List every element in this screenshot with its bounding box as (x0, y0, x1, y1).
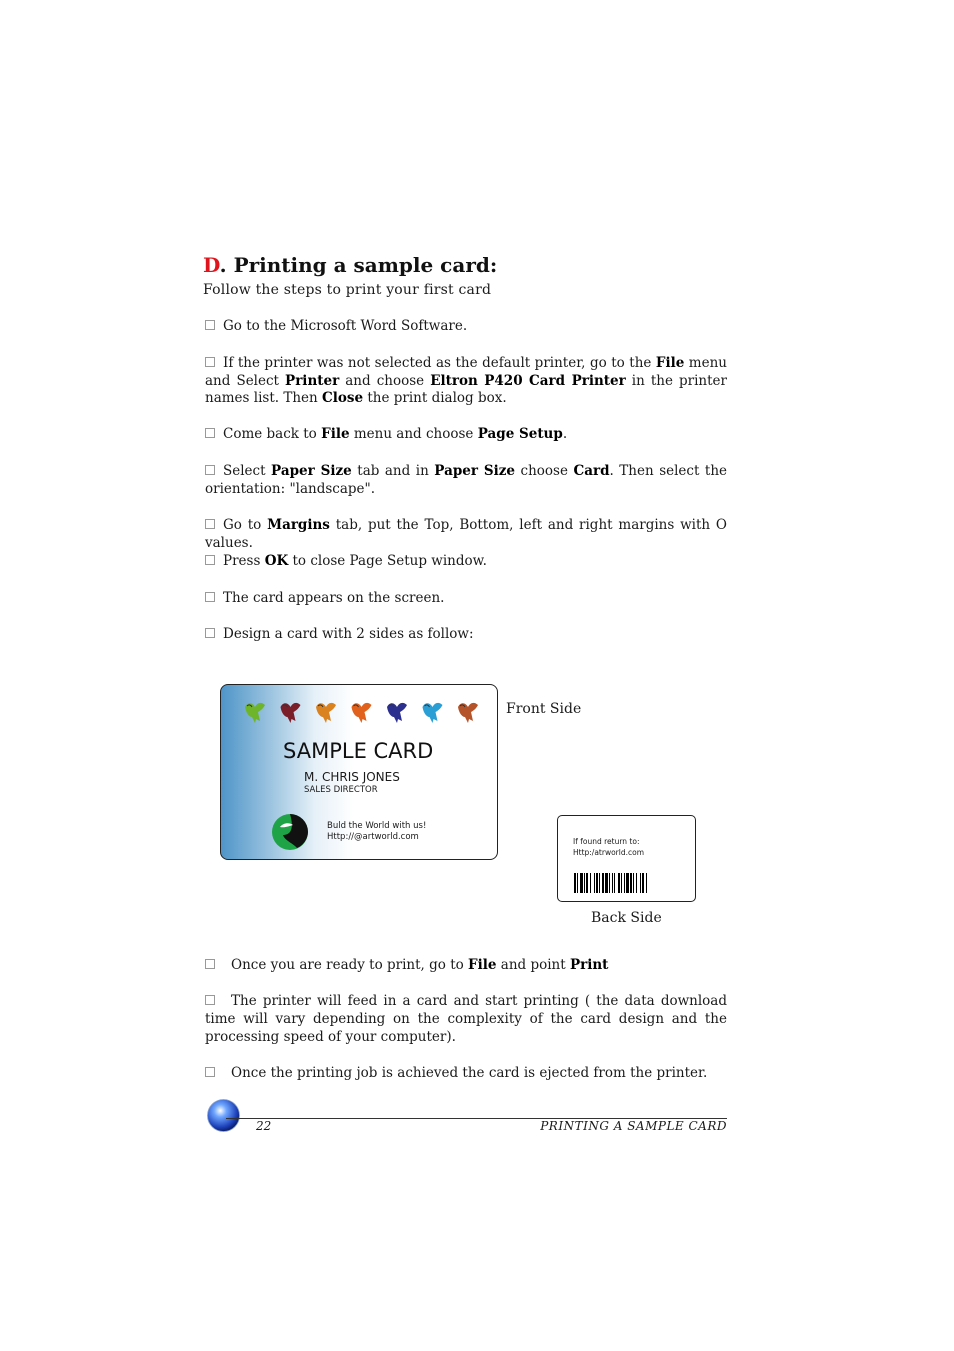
barcode-bar (636, 873, 637, 893)
section-letter: D (203, 253, 220, 277)
step-7: The card appears on the screen. (205, 590, 727, 608)
step-10: The printer will feed in a card and start printing ( the data download time will vary depending on the complexity of the card design and the processing speed of your computer). (205, 993, 727, 1045)
barcode-bar (642, 873, 644, 893)
step-8: Design a card with 2 sides as follow: (205, 626, 727, 644)
barcode-bar (614, 873, 615, 893)
card-slogan: Buld the World with us! Http://@artworld.com (327, 821, 427, 842)
bird-icon (352, 703, 372, 723)
step-11: Once the printing job is achieved the card is ejected from the printer. (205, 1064, 727, 1082)
section-subtitle: Follow the steps to print your first card (203, 282, 492, 298)
step-5: Go to Margins tab, put the Top, Bottom, left and right margins with O values. (205, 517, 727, 551)
back-card-illustration (557, 815, 696, 902)
step-4: Select Paper Size tab and in Paper Size choose Card. Then select the orientation: "landscape". (205, 463, 728, 497)
footer-section-title: PRINTING A SAMPLE CARD (540, 1119, 727, 1133)
bullet-box-icon (205, 959, 215, 969)
barcode-icon (574, 873, 680, 893)
barcode-bar (580, 873, 583, 893)
step-1: Go to the Microsoft Word Software. (205, 318, 727, 336)
back-card-text: If found return to: Http:/atrworld.com (573, 837, 645, 857)
bullet-box-icon (205, 995, 215, 1005)
globe-logo-icon (271, 813, 309, 851)
bird-icon (316, 703, 336, 723)
barcode-bar (618, 873, 620, 893)
barcode-bar (586, 873, 588, 893)
step-2: If the printer was not selected as the default printer, go to the File menu and Select Printer and choose Eltron P420 Card Printer in the printer names list. Then Close the print dialog box. (205, 355, 727, 406)
step-3: Come back to File menu and choose Page Setup. (205, 426, 727, 444)
barcode-bar (602, 873, 604, 893)
card-title: SAMPLE CARD (283, 739, 434, 763)
bullet-box-icon (205, 357, 215, 367)
barcode-bar (646, 873, 647, 893)
barcode-bar (630, 873, 632, 893)
barcode-bar (624, 873, 625, 893)
front-side-label: Front Side (506, 701, 582, 717)
back-side-label: Back Side (591, 910, 662, 926)
barcode-bar (612, 873, 613, 893)
barcode-bar (633, 873, 634, 893)
bullet-box-icon (205, 592, 215, 602)
bullet-box-icon (205, 555, 215, 565)
barcode-bar (577, 873, 578, 893)
barcode-bar (594, 873, 595, 893)
bullet-box-icon (205, 628, 215, 638)
blue-sphere-icon (207, 1099, 240, 1132)
bird-icon (458, 703, 478, 723)
barcode-bar (621, 873, 622, 893)
bird-icon (281, 703, 301, 723)
bird-icon (245, 703, 265, 723)
barcode-bar (584, 873, 585, 893)
barcode-bar (609, 873, 610, 893)
bird-icon (423, 703, 443, 723)
bird-row-icons (243, 699, 493, 725)
page-number: 22 (256, 1119, 272, 1133)
step-9: Once you are ready to print, go to File and point Print (205, 956, 727, 974)
card-role: SALES DIRECTOR (304, 785, 378, 795)
step-6: Press OK to close Page Setup window. (205, 553, 727, 571)
bullet-box-icon (205, 320, 215, 330)
barcode-bar (596, 873, 598, 893)
barcode-bar (626, 873, 629, 893)
barcode-bar (590, 873, 591, 893)
bullet-box-icon (205, 1067, 215, 1077)
barcode-bar (640, 873, 641, 893)
bird-icon (387, 703, 407, 723)
bullet-box-icon (205, 428, 215, 438)
bullet-box-icon (205, 465, 215, 475)
barcode-bar (574, 873, 576, 893)
barcode-bar (599, 873, 600, 893)
section-heading (203, 253, 497, 277)
bullet-box-icon (205, 519, 215, 529)
section-title: . Printing a sample card: (219, 253, 498, 277)
barcode-bar (605, 873, 608, 893)
front-card-illustration (220, 684, 498, 860)
card-name: M. CHRIS JONES (304, 770, 400, 784)
